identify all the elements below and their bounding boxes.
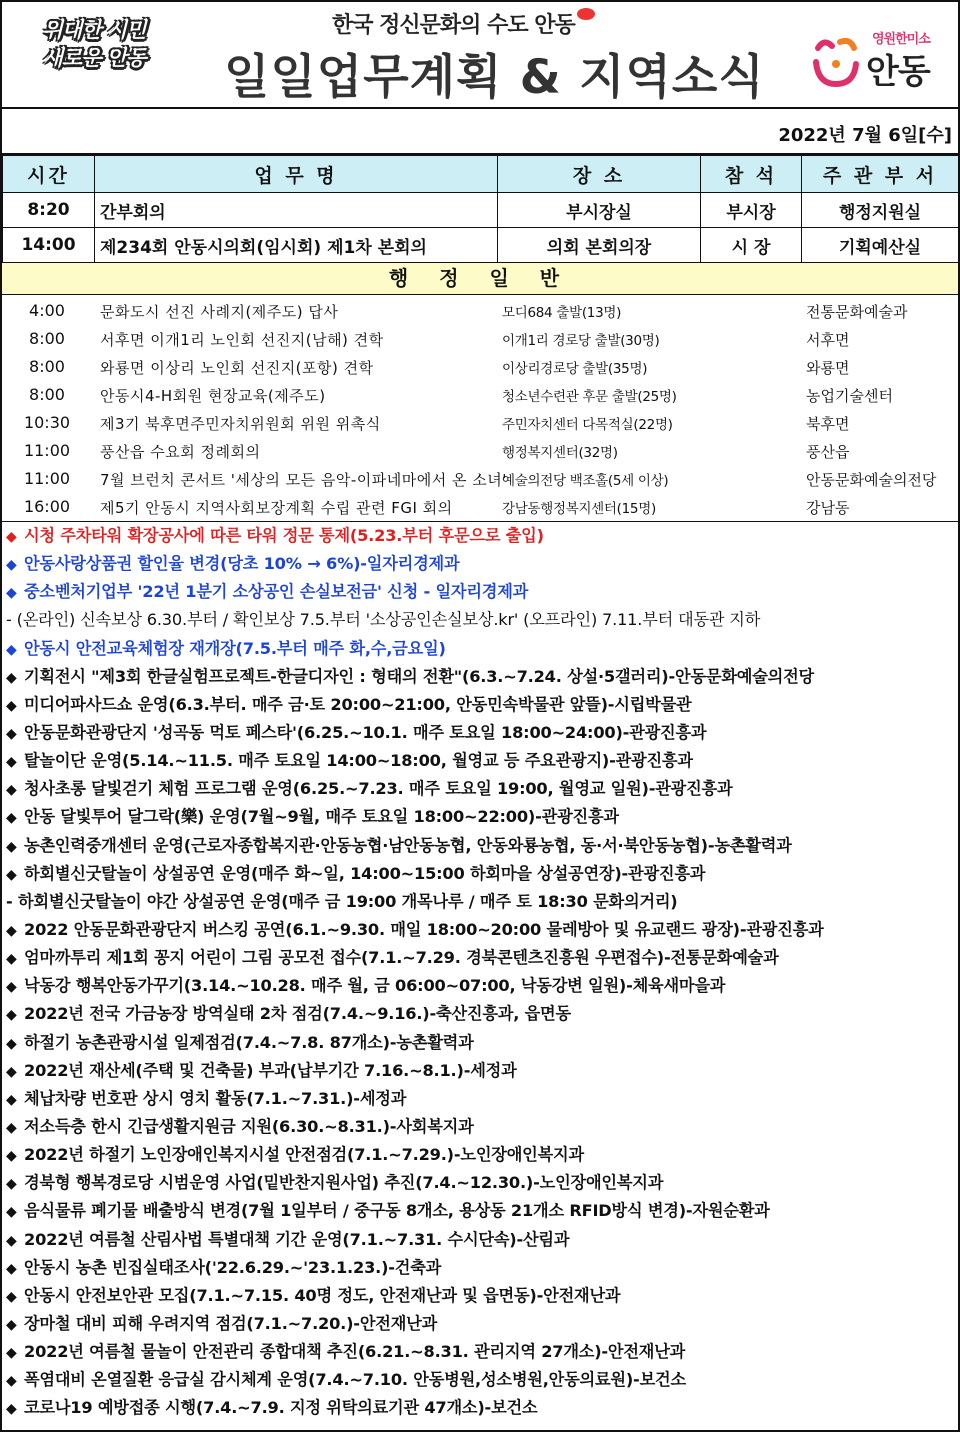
diamond-bullet-icon: ◆ <box>6 754 17 771</box>
admin-list <box>2 295 958 522</box>
notice-item <box>6 1113 958 1141</box>
notice-item <box>6 522 958 550</box>
diamond-bullet-icon: ◆ <box>6 1316 17 1333</box>
admin-row <box>2 465 958 493</box>
logo-tagline: 영원한미소 <box>872 32 930 47</box>
admin-row <box>2 493 958 521</box>
notice-item <box>6 1197 958 1225</box>
notice-item <box>6 775 958 803</box>
admin-time: 16:00 <box>23 497 71 516</box>
diamond-bullet-icon: ◆ <box>6 1148 17 1165</box>
admin-dept: 안동문화예술의전당 <box>806 471 937 489</box>
page-title: 일일업무계획 & 지역소식 <box>224 50 765 105</box>
admin-dept: 강남동 <box>806 499 850 517</box>
admin-row <box>2 437 958 465</box>
notice-text: 하절기 농촌관광시설 일제점검(7.4.~7.8. 87개소)-농촌활력과 <box>24 1032 474 1052</box>
diamond-bullet-icon: ◆ <box>6 922 17 939</box>
header-place: 장 소 <box>498 156 701 193</box>
notice-text: 농촌인력중개센터 운영(근로자종합복지관·안동농협·남안동농협, 안동와룡농협, 동·서·북안동농협)-농촌활력과 <box>24 835 792 855</box>
schedule-place: 의회 본회의장 <box>498 228 701 263</box>
notice-item <box>6 832 958 860</box>
admin-task: 안동시4-H회원 현장교육(제주도) <box>100 387 326 405</box>
notice-item <box>6 663 958 691</box>
diamond-bullet-icon: ◆ <box>6 529 17 545</box>
diamond-bullet-icon: ◆ <box>6 697 17 714</box>
notice-item <box>6 888 958 916</box>
notice-item <box>6 1000 958 1028</box>
admin-row <box>2 325 958 353</box>
diamond-bullet-icon: ◆ <box>6 782 17 799</box>
diamond-bullet-icon: ◆ <box>6 1035 17 1052</box>
admin-dept: 농업기술센터 <box>806 387 893 405</box>
admin-task: 풍산읍 수요회 정례회의 <box>100 443 261 461</box>
admin-task: 제5기 안동시 지역사회보장계획 수립 관련 FGI 회의 <box>100 499 453 517</box>
diamond-bullet-icon: ◆ <box>6 725 17 742</box>
andong-logo-icon <box>810 34 862 88</box>
diamond-bullet-icon: ◆ <box>6 1401 17 1418</box>
notice-item <box>6 635 958 663</box>
diamond-bullet-icon: ◆ <box>6 1091 17 1108</box>
notice-item <box>6 1226 958 1254</box>
diamond-bullet-icon: ◆ <box>6 1007 17 1024</box>
notice-text: 폭염대비 온열질환 응급실 감시체계 운영(7.4.~7.10. 안동병원,성소병원,안동의료원)-보건소 <box>24 1370 686 1390</box>
diamond-bullet-icon: ◆ <box>6 1260 17 1277</box>
section-title: 행 정 일 반 <box>2 263 958 295</box>
schedule-dept: 행정지원실 <box>802 193 959 228</box>
admin-time: 10:30 <box>23 413 71 432</box>
schedule-time: 8:20 <box>3 193 95 228</box>
diamond-bullet-icon: ◆ <box>6 1176 17 1193</box>
diamond-bullet-icon: ◆ <box>6 585 17 602</box>
notice-item <box>6 803 958 831</box>
schedule-task: 간부회의 <box>95 193 498 228</box>
admin-task: 문화도시 선진 사례지(제주도) 답사 <box>100 303 339 321</box>
notice-text: 낙동강 행복안동가꾸기(3.14.~10.28. 매주 월, 금 06:00~07:00, 낙동강변 일원)-체육새마을과 <box>24 976 726 996</box>
notice-text: 청사초롱 달빛걷기 체험 프로그램 운영(6.25.~7.23. 매주 토요일 19:00, 월영교 일원)-관광진흥과 <box>24 779 733 799</box>
seal-icon <box>577 8 595 20</box>
notice-item <box>6 1394 958 1422</box>
notice-item <box>6 606 958 634</box>
notice-text: 체납차량 번호판 상시 영치 활동(7.1.~7.31.)-세정과 <box>24 1088 407 1108</box>
notice-text: 안동시 안전보안관 모집(7.1.~7.15. 40명 정도, 안전재난과 및 읍면동)-안전재난과 <box>24 1285 621 1305</box>
diamond-bullet-icon: ◆ <box>6 1232 17 1249</box>
diamond-bullet-icon: ◆ <box>6 557 17 574</box>
notice-item <box>6 1338 958 1366</box>
schedule-table <box>2 155 959 263</box>
notice-item <box>6 1282 958 1310</box>
notice-text: 안동시 안전교육체험장 재개장(7.5.부터 매주 화,수,금요일) <box>24 638 446 658</box>
notice-text: 경북형 행복경로당 시범운영 사업(밑반찬지원사업) 추진(7.4.~12.30.)-노인장애인복지과 <box>24 1173 664 1193</box>
admin-task: 와룡면 이상리 노인회 선진지(포항) 견학 <box>100 359 374 377</box>
logo-name: 안동 <box>866 52 930 92</box>
notice-text: 시청 주차타워 확장공사에 따른 타워 정문 통제(5.23.부터 후문으로 출입) <box>24 526 544 545</box>
notice-text: - (온라인) 신속보상 6.30.부터 / 확인보상 7.5.부터 '소상공인손실보상.kr' (오프라인) 7.11.부터 대동관 지하 <box>6 610 761 630</box>
schedule-dept: 기획예산실 <box>802 228 959 263</box>
admin-dept: 북후면 <box>806 415 850 433</box>
admin-place: 모디684 출발(13명) <box>502 305 622 321</box>
notice-text: 2022년 전국 가금농장 방역실태 2차 점검(7.4.~9.16.)-축산진흥과, 읍면동 <box>24 1004 571 1024</box>
header-attendee: 참 석 <box>701 156 802 193</box>
header-dept: 주 관 부 서 <box>802 156 959 193</box>
admin-dept: 풍산읍 <box>806 443 850 461</box>
diamond-bullet-icon: ◆ <box>6 1373 17 1390</box>
header-task: 업 무 명 <box>95 156 498 193</box>
admin-place: 이상리경로당 출발(35명) <box>502 361 648 377</box>
notice-item <box>6 1029 958 1057</box>
notice-item <box>6 550 958 578</box>
notice-item <box>6 944 958 972</box>
slogan-line-2: 새로운 안동 <box>42 46 146 70</box>
schedule-row <box>3 228 959 263</box>
notice-text: - 하회별신굿탈놀이 야간 상설공연 운영(매주 금 19:00 개목나루 / 매주 토 18:30 문화의거리) <box>6 891 678 911</box>
notice-text: 탈놀이단 운영(5.14.~11.5. 매주 토요일 14:00~18:00, 월영교 등 주요관광지)-관광진흥과 <box>24 751 693 771</box>
schedule-row <box>3 193 959 228</box>
notice-text: 기획전시 "제3회 한글실험프로젝트-한글디자인 : 형태의 전환"(6.3.~7.24. 상설·5갤러리)-안동문화예술의전당 <box>24 666 814 686</box>
admin-place: 강남동행정복지센터(15명) <box>502 501 656 517</box>
notice-item <box>6 691 958 719</box>
diamond-bullet-icon: ◆ <box>6 1204 17 1221</box>
admin-task: 7월 브런치 콘서트 '세상의 모든 음악-이파네마에서 온 소녀' <box>100 471 507 489</box>
admin-place: 이개1리 경로당 출발(30명) <box>502 333 660 349</box>
notice-text: 음식물류 폐기물 배출방식 변경(7월 1일부터 / 중구동 8개소, 용상동 21개소 RFID방식 변경)-자원순환과 <box>24 1201 770 1221</box>
schedule-header-row <box>3 156 959 193</box>
notice-text: 장마철 대비 피해 우려지역 점검(7.1.~7.20.)-안전재난과 <box>24 1313 438 1333</box>
diamond-bullet-icon: ◆ <box>6 810 17 827</box>
notice-text: 하회별신굿탈놀이 상설공연 운영(매주 화~일, 14:00~15:00 하회마을 상설공연장)-관광진흥과 <box>24 863 706 883</box>
notice-text: 저소득층 한시 긴급생활지원금 지원(6.30.~8.31.)-사회복지과 <box>24 1116 474 1136</box>
subtitle-text: 한국 정신문화의 수도 안동 <box>332 13 575 38</box>
admin-row <box>2 297 958 325</box>
notice-text: 2022년 여름철 물놀이 안전관리 종합대책 추진(6.21.~8.31. 관리지역 27개소)-안전재난과 <box>24 1342 686 1362</box>
schedule-task: 제234회 안동시의회(임시회) 제1차 본회의 <box>95 228 498 263</box>
schedule-attendee: 시 장 <box>701 228 802 263</box>
document-date: 2022년 7월 6일[수] <box>778 125 952 146</box>
admin-time: 11:00 <box>23 469 71 488</box>
admin-place: 청소년수련관 후문 출발(25명) <box>502 389 677 405</box>
diamond-bullet-icon: ◆ <box>6 641 17 658</box>
admin-row <box>2 353 958 381</box>
notice-text: 2022년 재산세(주택 및 건축물) 부과(납부기간 7.16.~8.1.)-세정과 <box>24 1060 517 1080</box>
admin-time: 8:00 <box>29 357 65 376</box>
notice-item <box>6 1141 958 1169</box>
notice-item <box>6 747 958 775</box>
notice-text: 안동시 농촌 빈집실태조사('22.6.29.~'23.1.23.)-건축과 <box>24 1257 442 1277</box>
notice-text: 안동 달빛투어 달그락(樂) 운영(7월~9월, 매주 토요일 18:00~22:00)-관광진흥과 <box>24 807 619 827</box>
notice-item <box>6 578 958 606</box>
slogan-logo <box>24 16 164 72</box>
diamond-bullet-icon: ◆ <box>6 866 17 883</box>
notice-item <box>6 916 958 944</box>
admin-dept: 와룡면 <box>806 359 850 377</box>
admin-time: 8:00 <box>29 385 65 404</box>
notice-text: 안동사랑상품권 할인율 변경(당초 10% → 6%)-일자리경제과 <box>24 554 460 574</box>
notice-item <box>6 860 958 888</box>
notice-text: 미디어파사드쇼 운영(6.3.부터. 매주 금·토 20:00~21:00, 안동민속박물관 앞뜰)-시립박물관 <box>24 694 692 714</box>
notice-text: 2022년 하절기 노인장애인복지시설 안전점검(7.1.~7.29.)-노인장애인복지과 <box>24 1145 584 1165</box>
date-row <box>2 109 958 155</box>
admin-place: 행정복지센터(32명) <box>502 445 618 461</box>
admin-task: 제3기 북후면주민자치위원회 위원 위촉식 <box>100 415 381 433</box>
notice-list <box>2 522 958 1423</box>
diamond-bullet-icon: ◆ <box>6 1345 17 1362</box>
notice-item <box>6 719 958 747</box>
admin-row <box>2 409 958 437</box>
admin-time: 4:00 <box>29 301 65 320</box>
header <box>2 2 958 109</box>
notice-text: 2022년 여름철 산림사법 특별대책 기간 운영(7.1.~7.31. 수시단속)-산림과 <box>24 1229 570 1249</box>
subtitle <box>332 8 595 39</box>
notice-item <box>6 1310 958 1338</box>
city-logo <box>810 24 950 94</box>
notice-item <box>6 1057 958 1085</box>
notice-item <box>6 1169 958 1197</box>
admin-dept: 서후면 <box>806 331 850 349</box>
admin-place: 예술의전당 백조홀(5세 이상) <box>502 473 669 489</box>
diamond-bullet-icon: ◆ <box>6 669 17 686</box>
notice-text: 중소벤처기업부 '22년 1분기 소상공인 손실보전금' 신청 - 일자리경제과 <box>24 582 529 602</box>
diamond-bullet-icon: ◆ <box>6 838 17 855</box>
header-time: 시간 <box>3 156 95 193</box>
notice-text: 엄마까투리 제1회 꽁지 어린이 그림 공모전 접수(7.1.~7.29. 경북콘텐츠진흥원 우편접수)-전통문화예술과 <box>24 948 779 968</box>
admin-task: 서후면 이개1리 노인회 선진지(남해) 견학 <box>100 331 384 349</box>
notice-item <box>6 1366 958 1394</box>
notice-text: 코로나19 예방접종 시행(7.4.~7.9. 지정 위탁의료기관 47개소)-보건소 <box>24 1398 538 1418</box>
notice-item <box>6 1254 958 1282</box>
diamond-bullet-icon: ◆ <box>6 1119 17 1136</box>
diamond-bullet-icon: ◆ <box>6 979 17 996</box>
notice-text: 2022 안동문화관광단지 버스킹 공연(6.1.~9.30. 매일 18:00~20:00 물레방아 및 유교랜드 광장)-관광진흥과 <box>24 919 824 939</box>
admin-place: 주민자치센터 다목적실(22명) <box>502 417 673 433</box>
slogan-line-1: 위대한 시민 <box>42 18 146 42</box>
admin-time: 8:00 <box>29 329 65 348</box>
notice-item <box>6 1085 958 1113</box>
diamond-bullet-icon: ◆ <box>6 1063 17 1080</box>
diamond-bullet-icon: ◆ <box>6 1288 17 1305</box>
schedule-time: 14:00 <box>3 228 95 263</box>
notice-item <box>6 972 958 1000</box>
schedule-attendee: 부시장 <box>701 193 802 228</box>
notice-text: 안동문화관광단지 '성곡동 먹토 페스타'(6.25.~10.1. 매주 토요일 18:00~24:00)-관광진흥과 <box>24 722 707 742</box>
admin-dept: 전통문화예술과 <box>806 303 908 321</box>
admin-row <box>2 381 958 409</box>
diamond-bullet-icon: ◆ <box>6 951 17 968</box>
schedule-place: 부시장실 <box>498 193 701 228</box>
admin-time: 11:00 <box>23 441 71 460</box>
